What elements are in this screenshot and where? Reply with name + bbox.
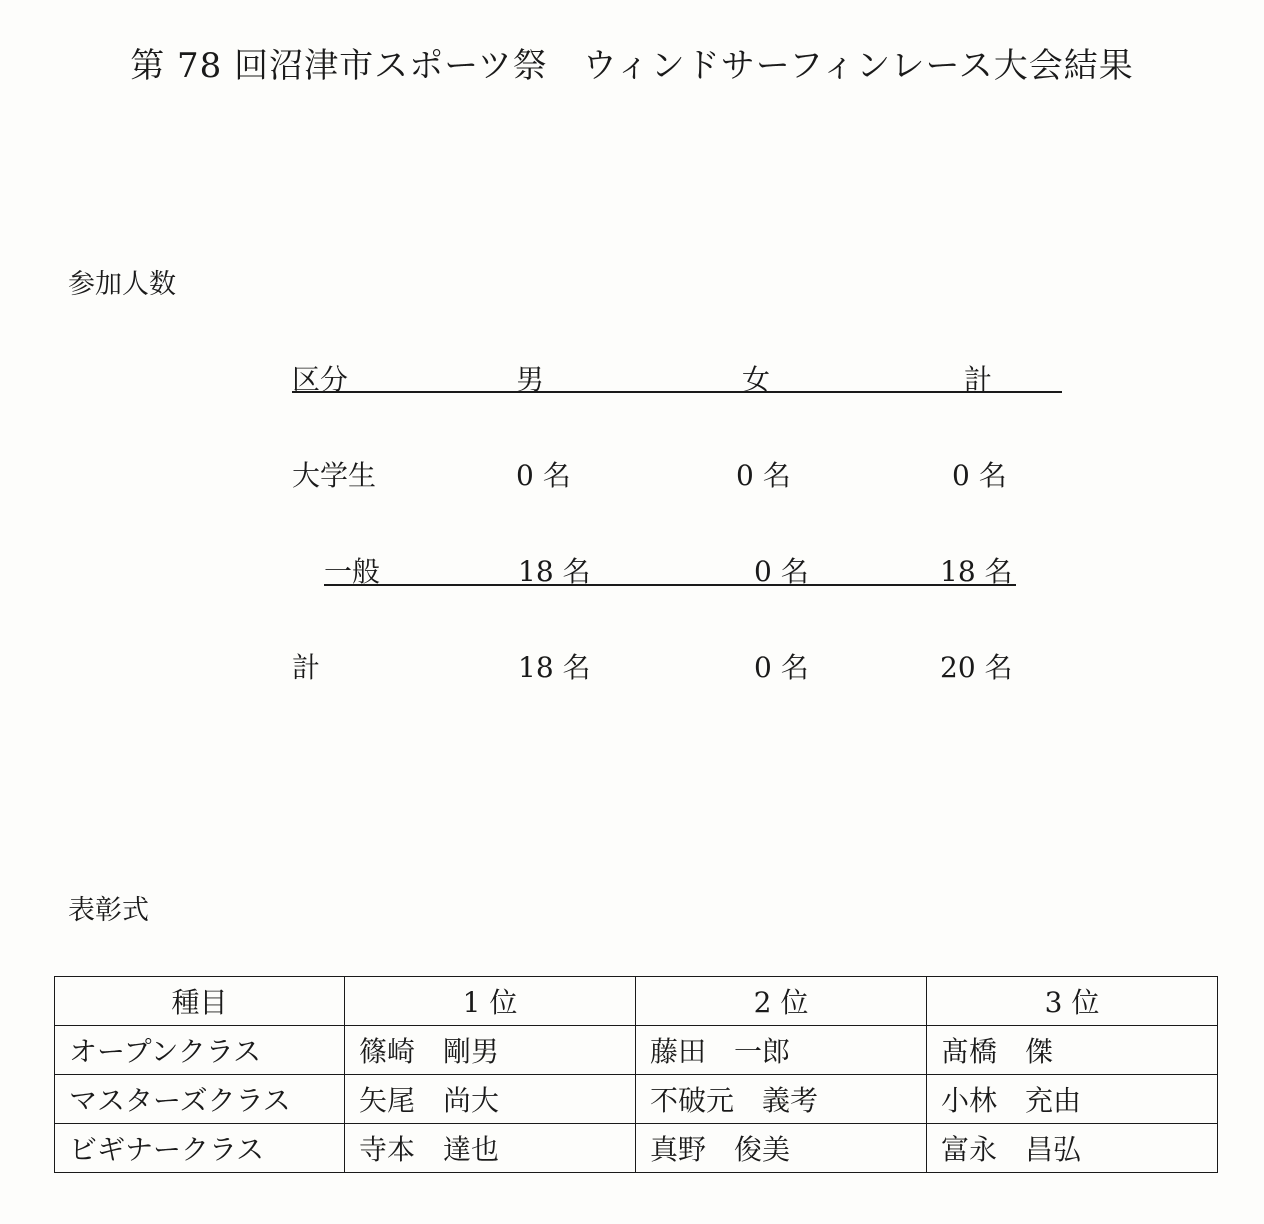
winner-surname: 小林 bbox=[941, 1084, 998, 1117]
participants-row-category: 一般 bbox=[324, 555, 381, 588]
participants-header-male: 男 bbox=[516, 363, 545, 396]
winner-surname: 寺本 bbox=[359, 1133, 416, 1166]
awards-header-first: 1 位 bbox=[345, 977, 636, 1026]
awards-event-cell: ビギナークラス bbox=[55, 1124, 345, 1173]
participants-row-category: 計 bbox=[292, 651, 321, 684]
participants-header-female: 女 bbox=[742, 363, 771, 396]
awards-heading: 表彰式 bbox=[68, 895, 149, 926]
winner-given-name: 充由 bbox=[1025, 1084, 1082, 1117]
participants-row-female: 0 名 bbox=[754, 555, 809, 588]
winner-given-name: 尚大 bbox=[443, 1084, 500, 1117]
participants-row-total: 0 名 bbox=[952, 459, 1007, 492]
winner-given-name: 昌弘 bbox=[1025, 1133, 1082, 1166]
participants-row-total: 20 名 bbox=[940, 651, 1013, 684]
participants-header-total: 計 bbox=[964, 363, 993, 396]
winner-cell bbox=[636, 1026, 927, 1075]
winner-surname: 矢尾 bbox=[359, 1084, 416, 1117]
winner-cell bbox=[927, 1026, 1218, 1075]
table-row bbox=[55, 1026, 1218, 1075]
winner-surname: 不破元 bbox=[650, 1084, 735, 1117]
winner-given-name: 義考 bbox=[762, 1084, 819, 1117]
winner-cell bbox=[345, 1075, 636, 1124]
awards-table bbox=[54, 976, 1218, 1173]
winner-given-name: 達也 bbox=[443, 1133, 500, 1166]
awards-header-second: 2 位 bbox=[636, 977, 927, 1026]
participants-header-rule bbox=[292, 391, 1062, 393]
participants-row-female: 0 名 bbox=[736, 459, 791, 492]
awards-header-row bbox=[55, 977, 1218, 1026]
winner-cell bbox=[636, 1124, 927, 1173]
winner-cell bbox=[636, 1075, 927, 1124]
winner-cell bbox=[345, 1124, 636, 1173]
winner-cell bbox=[927, 1075, 1218, 1124]
participants-row-male: 0 名 bbox=[516, 459, 571, 492]
participants-row-male: 18 名 bbox=[518, 651, 591, 684]
table-row bbox=[55, 1075, 1218, 1124]
participants-row-total: 18 名 bbox=[940, 555, 1013, 588]
awards-header-event: 種目 bbox=[55, 977, 345, 1026]
winner-surname: 富永 bbox=[941, 1133, 998, 1166]
winner-given-name: 一郎 bbox=[734, 1035, 791, 1068]
winner-given-name: 剛男 bbox=[443, 1035, 500, 1068]
participants-row-male: 18 名 bbox=[518, 555, 591, 588]
awards-header-third: 3 位 bbox=[927, 977, 1218, 1026]
participants-subtotal-rule bbox=[324, 584, 1016, 586]
document-title: 第 78 回沼津市スポーツ祭 ウィンドサーフィンレース大会結果 bbox=[130, 46, 1134, 86]
winner-given-name: 傑 bbox=[1025, 1035, 1054, 1068]
participants-heading: 参加人数 bbox=[68, 269, 176, 300]
table-row bbox=[55, 1124, 1218, 1173]
winner-cell bbox=[927, 1124, 1218, 1173]
participants-header-category: 区分 bbox=[292, 363, 349, 396]
participants-row-female: 0 名 bbox=[754, 651, 809, 684]
participants-row-category: 大学生 bbox=[292, 459, 377, 492]
awards-event-cell: マスターズクラス bbox=[55, 1075, 345, 1124]
winner-given-name: 俊美 bbox=[734, 1133, 791, 1166]
winner-surname: 真野 bbox=[650, 1133, 707, 1166]
winner-surname: 篠崎 bbox=[359, 1035, 416, 1068]
winner-cell bbox=[345, 1026, 636, 1075]
winner-surname: 髙橋 bbox=[941, 1035, 998, 1068]
winner-surname: 藤田 bbox=[650, 1035, 707, 1068]
awards-event-cell: オープンクラス bbox=[55, 1026, 345, 1075]
